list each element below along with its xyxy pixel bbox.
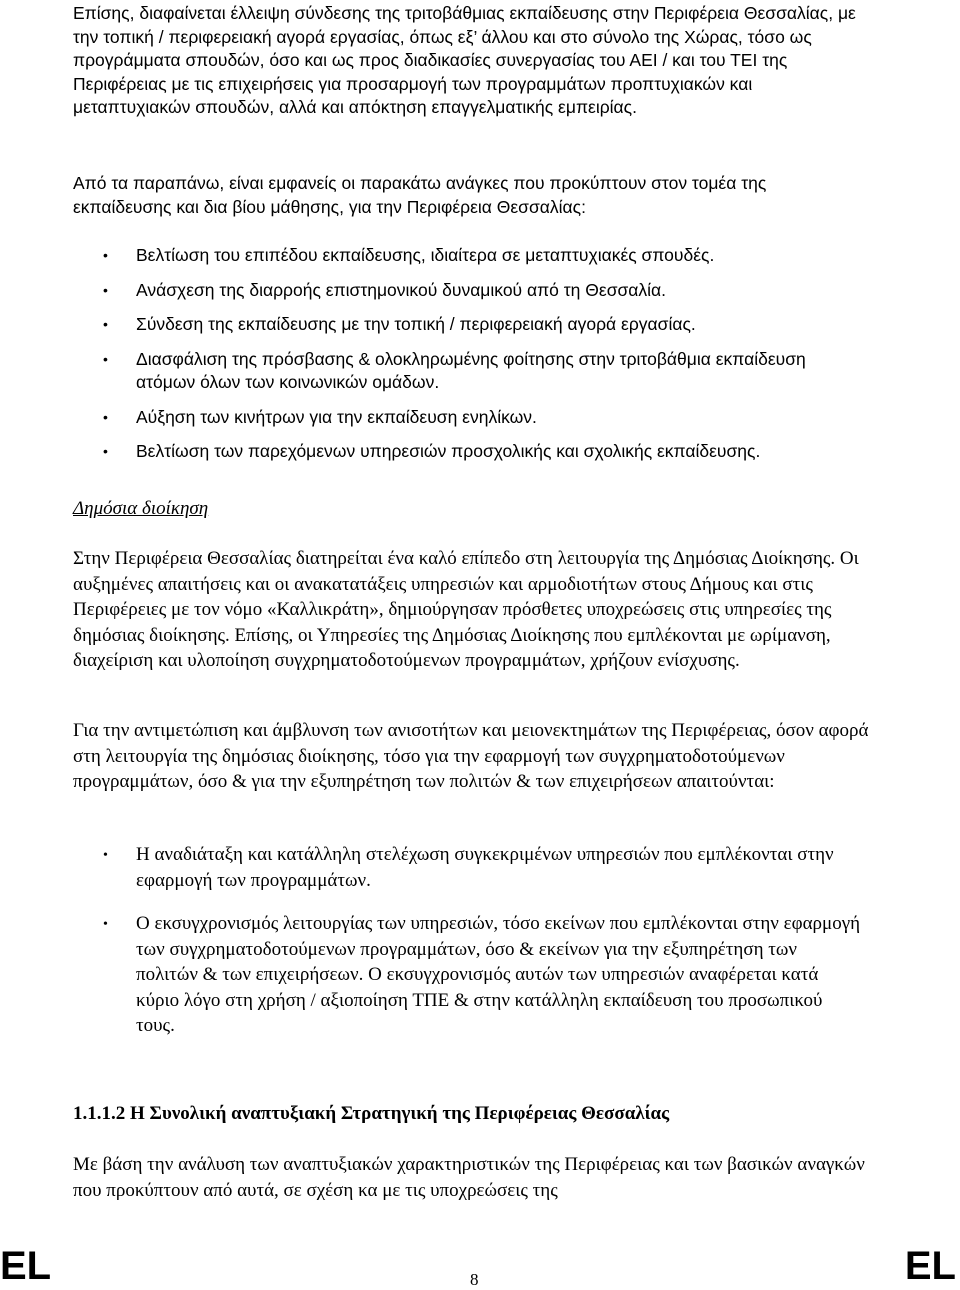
needs-list xyxy=(73,244,863,475)
bullet-icon: • xyxy=(103,917,108,932)
list-item: • Ανάσχεση της διαρροής επιστημονικού δυναμικού από τη Θεσσαλία. xyxy=(73,279,863,303)
footer-language-left: EL xyxy=(0,1244,52,1288)
bullet-icon: • xyxy=(103,247,108,263)
bullet-icon: • xyxy=(103,408,108,425)
bullet-icon: • xyxy=(103,316,108,332)
subheading-public-administration: Δημόσια διοίκηση xyxy=(73,498,209,519)
paragraph-education-link: Επίσης, διαφαίνεται έλλειψη σύνδεσης της τριτοβάθμιας εκπαίδευσης στην Περιφέρεια Θεσσαλίας, με την τοπική / περιφερειακή αγορά εργασίας, όπως εξ’ άλλου και στο σύνολο της Χώρας, τόσο ως προγράμματα σπουδών, όσο και ως προς διαδικασίες συνεργασίας του ΑΕΙ / και του ΤΕΙ της Περιφέρειας με τις επιχειρήσεις για προσαρμογή των προγραμμάτων προπτυχιακών και μεταπτυχιακών σπουδών, αλλά και απόκτηση επαγγελματικής εμπειρίας. xyxy=(73,3,856,117)
list-item: • Ο εκσυγχρονισμός λειτουργίας των υπηρεσιών, τόσο εκείνων που εμπλέκονται στην εφαρμογή των συγχρηματοδοτούμενων προγραμμάτων, όσο & εκείνων για την εξυπηρέτηση των πολιτών & των επιχειρήσεων. Ο εκσυγχρονισμός αυτών των υπηρεσιών αναφέρεται κατά κύριο λόγο στη χρήση / αξιοποίηση ΤΠΕ & στην κατάλληλη εκπαίδευση του προσωπικού τους. xyxy=(103,913,861,1036)
list-item: • Διασφάλιση της πρόσβασης & ολοκληρωμένης φοίτησης στην τριτοβάθμια εκπαίδευση ατόμων όλων των κοινωνικών ομάδων. xyxy=(103,348,806,392)
footer-language-right: EL xyxy=(904,1244,956,1288)
paragraph-requirements-intro: Για την αντιμετώπιση και άμβλυνση των ανισοτήτων και μειονεκτημάτων της Περιφέρειας, όσον αφορά στη λειτουργία της δημόσιας διοίκησης, τόσο για την εφαρμογή των συγχρηματοδοτούμενων προγραμμάτων, όσο & για την εξυπηρέτηση των πολιτών & των επιχειρήσεων απαιτούνται: xyxy=(73,720,869,792)
bullet-icon: • xyxy=(103,443,108,459)
requirements-list xyxy=(73,842,863,1057)
list-item: • Η αναδιάταξη και κατάλληλη στελέχωση συγκεκριμένων υπηρεσιών που εμπλέκονται στην εφαρμογή των προγραμμάτων. xyxy=(103,844,834,891)
list-item: • Βελτίωση των παρεχόμενων υπηρεσιών προσχολικής και σχολικής εκπαίδευσης. xyxy=(73,440,863,464)
paragraph-needs-intro: Από τα παραπάνω, είναι εμφανείς οι παρακάτω ανάγκες που προκύπτουν στον τομέα της εκπαίδευσης και δια βίου μάθησης, για την Περιφέρεια Θεσσαλίας: xyxy=(73,173,767,217)
list-item: • Σύνδεση της εκπαίδευσης με την τοπική / περιφερειακή αγορά εργασίας. xyxy=(73,313,863,337)
page-number: 8 xyxy=(470,1270,479,1289)
list-item: • Αύξηση των κινήτρων για την εκπαίδευση ενηλίκων. xyxy=(73,406,863,430)
bullet-icon: • xyxy=(103,848,108,863)
paragraph-strategy: Με βάση την ανάλυση των αναπτυξιακών χαρακτηριστικών της Περιφέρειας και των βασικών αναγκών που προκύπτουν από αυτά, σε σχέση κα με τις υποχρεώσεις της xyxy=(73,1154,865,1201)
section-title: 1.1.1.2 Η Συνολική αναπτυξιακή Στρατηγική της Περιφέρειας Θεσσαλίας xyxy=(73,1103,670,1124)
bullet-icon: • xyxy=(103,281,108,298)
bullet-icon: • xyxy=(103,350,108,367)
paragraph-public-administration: Στην Περιφέρεια Θεσσαλίας διατηρείται ένα καλό επίπεδο στη λειτουργία της Δημόσιας Διοίκησης. Οι αυξημένες απαιτήσεις και οι ανακατατάξεις υπηρεσιών και αρμοδιοτήτων στους Δήμους και στις Περιφέρειες με τον νόμο «Καλλικράτη», δημιούργησαν πρόσθετες υποχρεώσεις στις υπηρεσίες της δημόσιας διοίκησης. Επίσης, οι Υπηρεσίες της Δημόσιας Διοίκησης που εμπλέκονται με ωρίμανση, διαχείριση και υλοποίηση συγχρηματοδοτούμενων προγραμμάτων, χρήζουν ενίσχυσης. xyxy=(73,548,859,671)
list-item: • Βελτίωση του επιπέδου εκπαίδευσης, ιδιαίτερα σε μεταπτυχιακές σπουδές. xyxy=(73,244,863,268)
